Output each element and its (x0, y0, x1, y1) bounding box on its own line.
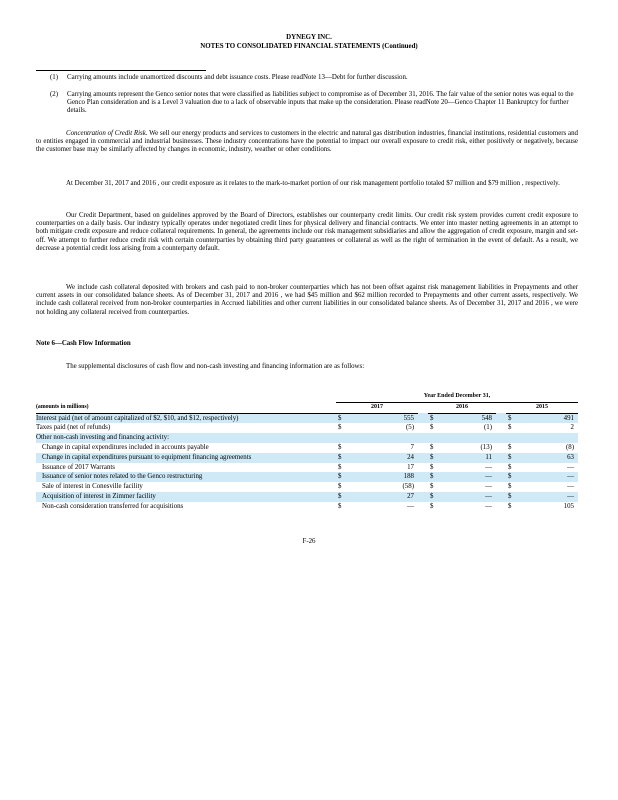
cell-value-2015: 2 (570, 424, 574, 432)
column-gap (496, 413, 506, 423)
currency-symbol: $ (338, 443, 342, 451)
units-label: (amounts in millions) (36, 402, 336, 413)
cell-value-2016: — (485, 483, 492, 491)
column-gap (418, 413, 428, 423)
cell-value-2017: (58) (402, 483, 414, 491)
cell-value-2017: 188 (372, 472, 418, 482)
column-gap (418, 423, 428, 433)
cell-value-2017: (5) (405, 424, 414, 432)
row-label: Acquisition of interest in Zimmer facility (36, 492, 336, 502)
footnote-separator (36, 70, 206, 71)
cell-value-2017 (372, 433, 418, 443)
row-label: Change in capital expenditures included in accounts payable (42, 443, 209, 451)
row-label: Change in capital expenditures pursuant to equipment financing agreements (36, 453, 336, 463)
currency-symbol: $ (430, 463, 434, 471)
company-name: DYNEGY INC. (286, 34, 332, 41)
footnote-number: (2) (50, 91, 59, 98)
currency-symbol: $ (338, 483, 342, 491)
cell-value-2017: 24 (372, 453, 418, 463)
collateral-paragraph (36, 284, 578, 317)
concentration-title: Concentration of Credit Risk. (66, 130, 148, 137)
currency-symbol: $ (428, 492, 450, 502)
cell-value-2016: 11 (450, 453, 496, 463)
table-row (36, 433, 578, 443)
currency-symbol: $ (506, 413, 528, 423)
cell-value-2017: 7 (410, 443, 414, 451)
column-gap (496, 453, 506, 463)
year-2016: 2016 (428, 402, 496, 413)
currency-symbol: $ (430, 502, 434, 510)
column-gap (418, 463, 428, 473)
currency-symbol: $ (430, 424, 434, 432)
currency-symbol: $ (508, 443, 512, 451)
currency-symbol: $ (506, 472, 528, 482)
intro-text: The supplemental disclosures of cash flow and non-cash investing and financing information are as follows: (66, 363, 365, 370)
column-gap (418, 443, 428, 453)
cell-value-2016 (450, 433, 496, 443)
row-label: Issuance of senior notes related to the Genco restructuring (36, 472, 336, 482)
currency-symbol: $ (428, 472, 450, 482)
cash-flow-table (36, 392, 578, 512)
period-header-row (36, 392, 578, 402)
paragraph-text: At December 31, 2017 and 2016 , our credit exposure as it relates to the mark-to-market portion of our risk management portfolio totaled $7 million and $79 million , respectively. (66, 180, 560, 187)
cell-value-2016: — (485, 463, 492, 471)
table-body (36, 413, 578, 511)
currency-symbol: $ (336, 453, 372, 463)
currency-symbol: $ (428, 453, 450, 463)
cell-value-2015: — (528, 492, 578, 502)
footnote-text: Carrying amounts include unamortized discounts and debt issuance costs. Please readNote 13—Debt for further discussion. (67, 74, 408, 81)
cell-value-2017: — (407, 502, 414, 510)
table-row (36, 482, 578, 492)
row-label: Taxes paid (net of refunds) (36, 424, 111, 432)
paragraph-text: Our Credit Department, based on guidelines approved by the Board of Directors, establishes our counterparty credit limits. Our credit risk system provides current credit exposure to counterparties on a daily basis. Our industry typically operates under negotiated credit lines for physical delivery and financial contracts. We enter into master netting agreements in an attempt to both mitigate credit exposure and reduce collateral requirements. In general, the agreements include our risk management subsidiaries and allow the aggregation of credit exposure, margin and set-off. We attempt to further reduce credit risk with certain counterparties by obtaining third party guarantees or collateral as well as the right of termination in the event of default. As a result, we decrease a potential credit loss arising from a counterparty default. (36, 212, 578, 252)
currency-symbol: $ (508, 424, 512, 432)
year-2017: 2017 (336, 402, 418, 413)
column-gap (418, 502, 428, 512)
table-row (36, 443, 578, 453)
cell-value-2017: 555 (372, 413, 418, 423)
cell-value-2015: 491 (528, 413, 578, 423)
column-gap (418, 453, 428, 463)
currency-symbol: $ (508, 483, 512, 491)
table-row (36, 472, 578, 482)
column-gap (418, 492, 428, 502)
table-row (36, 453, 578, 463)
currency-symbol: $ (336, 472, 372, 482)
cell-value-2015: 63 (528, 453, 578, 463)
footnote-text: Carrying amounts represent the Genco senior notes that were classified as liabilities subject to compromise as of December 31, 2016. The fair value of the senior notes was equal to the Genco Plan consideration and is a Level 3 valuation due to a lack of observable inputs that make up the consideration. Please readNote 20—Genco Chapter 11 Bankruptcy for further details. (67, 91, 574, 115)
cell-value-2015: — (567, 463, 574, 471)
column-gap (496, 423, 506, 433)
cell-value-2016: (1) (483, 424, 492, 432)
column-gap (418, 472, 428, 482)
column-gap (496, 492, 506, 502)
currency-symbol: $ (428, 413, 450, 423)
currency-symbol: $ (338, 502, 342, 510)
credit-department-paragraph (36, 212, 578, 253)
column-gap (418, 482, 428, 492)
row-label: Issuance of 2017 Warrants (42, 463, 115, 471)
table-row (36, 502, 578, 512)
period-header: Year Ended December 31, (336, 392, 578, 402)
note-6-title: Note 6—Cash Flow Information (36, 340, 131, 347)
currency-symbol (428, 433, 450, 443)
cell-value-2015: — (567, 483, 574, 491)
concentration-text: We sell our energy products and services to customers in the electric and natural gas distribution industries, financial institutions, residential customers and to entities engaged in commercial and industrial businesses. These industry concentrations have the potential to impact our overall exposure to credit risk, either positively or negatively, because the customer base may be similarly affected by changes in economic, industry, weather or other conditions. (36, 130, 578, 154)
currency-symbol: $ (336, 492, 372, 502)
currency-symbol: $ (506, 453, 528, 463)
currency-symbol: $ (508, 463, 512, 471)
cell-value-2016: 548 (450, 413, 496, 423)
concentration-paragraph (36, 130, 578, 155)
currency-symbol: $ (506, 492, 528, 502)
currency-symbol: $ (336, 413, 372, 423)
table-row (36, 492, 578, 502)
row-label: Non-cash consideration transferred for acquisitions (42, 502, 184, 510)
cell-value-2015 (528, 433, 578, 443)
table-row (36, 463, 578, 473)
credit-exposure-paragraph (36, 180, 578, 188)
year-2015: 2015 (506, 402, 578, 413)
currency-symbol (506, 433, 528, 443)
cell-value-2016: (13) (480, 443, 492, 451)
footnote-1 (50, 74, 578, 84)
currency-symbol (336, 433, 372, 443)
currency-symbol: $ (430, 483, 434, 491)
table-row (36, 423, 578, 433)
column-gap (496, 472, 506, 482)
cell-value-2015: 105 (563, 502, 574, 510)
currency-symbol: $ (338, 424, 342, 432)
table-row (36, 413, 578, 423)
row-label: Other non-cash investing and financing activity: (36, 433, 336, 443)
cell-value-2016: — (450, 492, 496, 502)
column-gap (418, 433, 428, 443)
cell-value-2016: — (485, 502, 492, 510)
row-label: Sale of interest in Conesville facility (42, 483, 143, 491)
currency-symbol: $ (508, 502, 512, 510)
row-label: Interest paid (net of amount capitalized of $2, $10, and $12, respectively) (36, 413, 336, 423)
year-header-row (36, 402, 578, 413)
cell-value-2015: — (528, 472, 578, 482)
cell-value-2015: (8) (565, 443, 574, 451)
column-gap (496, 443, 506, 453)
note-6-intro (36, 363, 578, 371)
column-gap (496, 463, 506, 473)
paragraph-text: We include cash collateral deposited with brokers and cash paid to non-broker counterparties which has not been offset against risk management liabilities in Prepayments and other current assets in our consolidated balance sheets. As of December 31, 2017 and 2016 , we had $45 million and $62 million recorded to Prepayments and other current assets, respectively. We include cash collateral received from non-broker counterparties in Accrued liabilities and other current liabilities in our consolidated balance sheets. As of December 31, 2017 and 2016 , we were not holding any collateral received from counterparties. (36, 284, 578, 316)
cell-value-2016: — (450, 472, 496, 482)
cell-value-2017: 27 (372, 492, 418, 502)
footnote-2 (50, 91, 578, 117)
currency-symbol: $ (430, 443, 434, 451)
footnote-number: (1) (50, 74, 59, 81)
page-number: F-26 (302, 538, 316, 545)
column-gap (496, 433, 506, 443)
column-gap (496, 502, 506, 512)
cell-value-2017: 17 (407, 463, 414, 471)
page-subtitle: NOTES TO CONSOLIDATED FINANCIAL STATEMENTS (Continued) (200, 43, 418, 50)
column-gap (496, 482, 506, 492)
currency-symbol: $ (338, 463, 342, 471)
